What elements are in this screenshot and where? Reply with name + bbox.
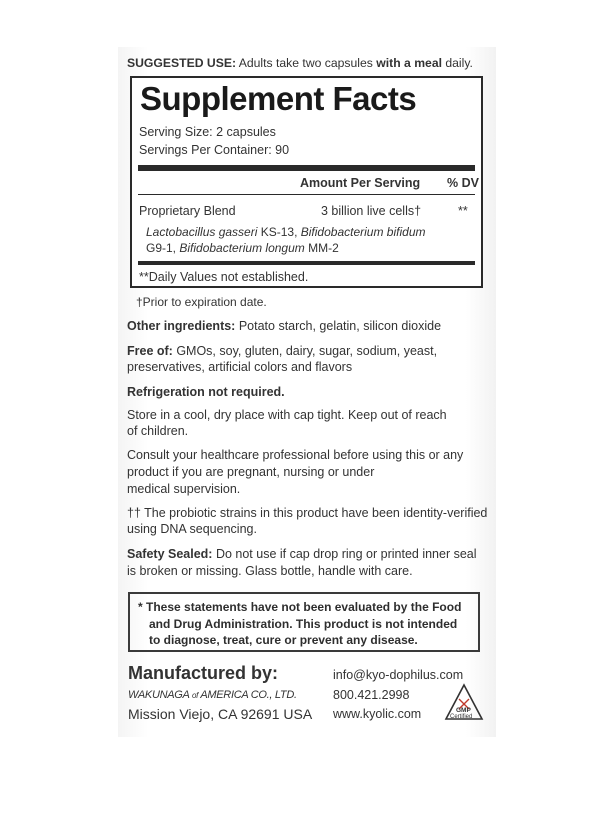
company-name: WAKUNAGA bbox=[128, 689, 190, 701]
dv-header: % DV bbox=[447, 176, 479, 190]
gmp-certified-label: Certified bbox=[450, 714, 473, 720]
company-name-2: AMERICA CO., LTD. bbox=[200, 689, 297, 701]
safety-sealed-label: Safety Sealed: bbox=[127, 547, 213, 561]
gmp-label: GMP bbox=[456, 707, 471, 714]
strain-code-3: MM-2 bbox=[304, 241, 339, 255]
strain-longum: Bifidobacterium longum bbox=[179, 241, 305, 255]
suggested-use-heading: SUGGESTED USE: bbox=[127, 56, 237, 70]
other-ingredients bbox=[127, 318, 441, 334]
serving-size: Serving Size: 2 capsules bbox=[139, 125, 276, 139]
disclaimer-line2: and Drug Administration. This product is not intended bbox=[149, 616, 458, 631]
free-of-line2: preservatives, artificial colors and flavors bbox=[127, 360, 353, 374]
consult-line2: product if you are pregnant, nursing or under bbox=[127, 465, 375, 479]
refrigeration-note: Refrigeration not required. bbox=[127, 385, 285, 399]
fda-disclaimer-box bbox=[128, 592, 480, 652]
manufacturer-company bbox=[128, 689, 297, 701]
manufactured-by-heading: Manufactured by: bbox=[128, 663, 279, 683]
thick-rule bbox=[138, 165, 475, 171]
suggested-use-text-end: daily. bbox=[445, 56, 473, 70]
servings-per-container: Servings Per Container: 90 bbox=[139, 143, 290, 157]
probiotic-line1: †† The probiotic strains in this product have been identity-verified bbox=[127, 506, 488, 520]
gmp-certified-icon bbox=[444, 683, 484, 723]
free-of-line1: GMOs, soy, gluten, dairy, sugar, sodium, yeast, bbox=[176, 344, 438, 358]
strain-bifidum: Bifidobacterium bifidum bbox=[300, 225, 426, 239]
blend-name: Proprietary Blend bbox=[139, 204, 236, 218]
probiotic-line2: using DNA sequencing. bbox=[127, 522, 257, 536]
disclaimer-line3: to diagnose, treat, cure or prevent any disease. bbox=[149, 633, 418, 647]
consult-line1: Consult your healthcare professional before using this or any bbox=[127, 448, 464, 462]
amount-per-serving-header: Amount Per Serving bbox=[300, 176, 421, 190]
safety-line1: Do not use if cap drop ring or printed inner seal bbox=[215, 547, 477, 561]
disclaimer-line1: * These statements have not been evaluated by the Food bbox=[138, 600, 462, 614]
contact-website[interactable]: www.kyolic.com bbox=[333, 707, 422, 721]
strain-line-1 bbox=[146, 224, 426, 240]
safety-sealed bbox=[127, 546, 477, 562]
consult-line3: medical supervision. bbox=[127, 482, 241, 496]
bottom-rule bbox=[138, 261, 475, 265]
other-ingredients-text: Potato starch, gelatin, silicon dioxide bbox=[238, 319, 442, 333]
strain-lactobacillus: Lactobacillus gasseri bbox=[146, 225, 258, 239]
other-ingredients-label: Other ingredients: bbox=[127, 319, 236, 333]
strain-code-2: G9-1, bbox=[146, 241, 180, 255]
manufacturer-address: Mission Viejo, CA 92691 USA bbox=[128, 706, 313, 722]
safety-line2: is broken or missing. Glass bottle, handle with care. bbox=[127, 564, 413, 578]
blend-amount: 3 billion live cells† bbox=[321, 204, 422, 218]
storage-line2: of children. bbox=[127, 424, 189, 438]
suggested-use-emphasis: with a meal bbox=[376, 56, 442, 70]
prior-note: †Prior to expiration date. bbox=[136, 295, 267, 309]
thin-rule bbox=[138, 194, 475, 195]
storage-line1: Store in a cool, dry place with cap tight. Keep out of reach bbox=[127, 408, 447, 422]
contact-email[interactable]: info@kyo-dophilus.com bbox=[333, 668, 464, 682]
strain-code-1: KS-13, bbox=[257, 225, 301, 239]
supplement-facts-title: Supplement Facts bbox=[140, 80, 417, 117]
blend-dv: ** bbox=[458, 204, 468, 218]
contact-phone: 800.421.2998 bbox=[333, 688, 410, 702]
free-of bbox=[127, 343, 437, 359]
daily-values-footnote: **Daily Values not established. bbox=[139, 270, 309, 284]
free-of-label: Free of: bbox=[127, 344, 173, 358]
supplement-facts-panel bbox=[130, 76, 483, 288]
suggested-use-text: Adults take two capsules bbox=[238, 56, 373, 70]
strain-line-2 bbox=[146, 240, 339, 256]
company-of: of bbox=[191, 691, 199, 700]
suggested-use bbox=[127, 55, 473, 71]
